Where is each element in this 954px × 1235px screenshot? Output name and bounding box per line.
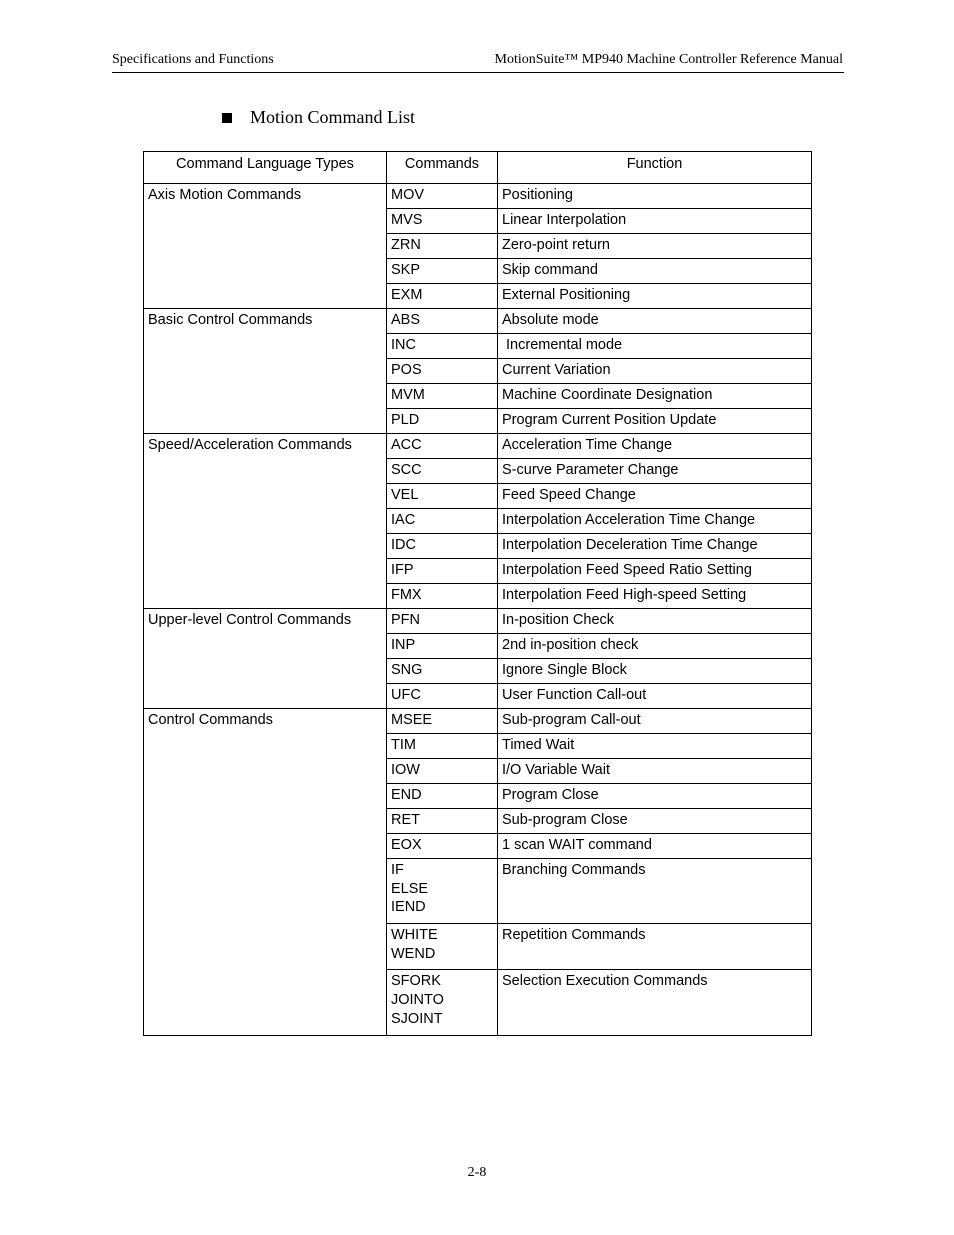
header-divider — [112, 72, 844, 73]
column-header-commands: Commands — [387, 152, 498, 184]
function-cell: Interpolation Feed Speed Ratio Setting — [498, 559, 812, 584]
command-cell: IOW — [387, 759, 498, 784]
table-row — [144, 609, 812, 634]
command-cell: VEL — [387, 484, 498, 509]
command-cell: IAC — [387, 509, 498, 534]
function-cell: Incremental mode — [498, 334, 812, 359]
command-cell: SKP — [387, 259, 498, 284]
command-cell: ABS — [387, 309, 498, 334]
section-heading — [222, 107, 415, 128]
command-cell: INC — [387, 334, 498, 359]
function-cell: Program Current Position Update — [498, 409, 812, 434]
column-header-function: Function — [498, 152, 812, 184]
command-cell: PLD — [387, 409, 498, 434]
function-cell: Skip command — [498, 259, 812, 284]
command-cell: SNG — [387, 659, 498, 684]
command-cell: PFN — [387, 609, 498, 634]
command-type-cell: Upper-level Control Commands — [144, 609, 387, 709]
function-cell: 2nd in-position check — [498, 634, 812, 659]
command-cell: INP — [387, 634, 498, 659]
command-cell: IF ELSE IEND — [387, 859, 498, 924]
function-cell: I/O Variable Wait — [498, 759, 812, 784]
command-cell: SCC — [387, 459, 498, 484]
function-cell: In-position Check — [498, 609, 812, 634]
function-cell: Machine Coordinate Designation — [498, 384, 812, 409]
page-number: 2-8 — [467, 1165, 487, 1180]
running-header-left: Specifications and Functions — [112, 52, 274, 67]
command-cell: POS — [387, 359, 498, 384]
command-cell: MOV — [387, 184, 498, 209]
command-cell: MVS — [387, 209, 498, 234]
command-type-cell: Basic Control Commands — [144, 309, 387, 434]
table-row — [144, 309, 812, 334]
table-row — [144, 709, 812, 734]
function-cell: Interpolation Deceleration Time Change — [498, 534, 812, 559]
command-type-cell: Control Commands — [144, 709, 387, 1036]
command-cell: ZRN — [387, 234, 498, 259]
function-cell: Positioning — [498, 184, 812, 209]
command-cell: EXM — [387, 284, 498, 309]
function-cell: Branching Commands — [498, 859, 812, 924]
function-cell: Linear Interpolation — [498, 209, 812, 234]
command-cell: RET — [387, 809, 498, 834]
command-cell: WHITE WEND — [387, 924, 498, 970]
function-cell: 1 scan WAIT command — [498, 834, 812, 859]
function-cell: Acceleration Time Change — [498, 434, 812, 459]
command-type-cell: Speed/Acceleration Commands — [144, 434, 387, 609]
function-cell: Current Variation — [498, 359, 812, 384]
function-cell: Repetition Commands — [498, 924, 812, 970]
running-header-right: MotionSuite™ MP940 Machine Controller Reference Manual — [494, 52, 843, 67]
table-header-row — [144, 152, 812, 184]
table-row — [144, 184, 812, 209]
function-cell: Timed Wait — [498, 734, 812, 759]
function-cell: Sub-program Call-out — [498, 709, 812, 734]
function-cell: Program Close — [498, 784, 812, 809]
function-cell: Sub-program Close — [498, 809, 812, 834]
function-cell: S-curve Parameter Change — [498, 459, 812, 484]
command-type-cell: Axis Motion Commands — [144, 184, 387, 309]
command-cell: IFP — [387, 559, 498, 584]
function-cell: Absolute mode — [498, 309, 812, 334]
command-cell: IDC — [387, 534, 498, 559]
function-cell: Ignore Single Block — [498, 659, 812, 684]
section-title-text: Motion Command List — [250, 107, 416, 127]
function-cell: Zero-point return — [498, 234, 812, 259]
function-cell: Interpolation Acceleration Time Change — [498, 509, 812, 534]
command-cell: FMX — [387, 584, 498, 609]
command-cell: MVM — [387, 384, 498, 409]
command-cell: MSEE — [387, 709, 498, 734]
command-cell: TIM — [387, 734, 498, 759]
command-cell: SFORK JOINTO SJOINT — [387, 970, 498, 1035]
function-cell: Interpolation Feed High-speed Setting — [498, 584, 812, 609]
command-cell: ACC — [387, 434, 498, 459]
function-cell: Selection Execution Commands — [498, 970, 812, 1035]
column-header-type: Command Language Types — [144, 152, 387, 184]
command-cell: UFC — [387, 684, 498, 709]
command-cell: EOX — [387, 834, 498, 859]
table-row — [144, 434, 812, 459]
function-cell: User Function Call-out — [498, 684, 812, 709]
function-cell: External Positioning — [498, 284, 812, 309]
table-body — [144, 184, 812, 1036]
function-cell: Feed Speed Change — [498, 484, 812, 509]
command-cell: END — [387, 784, 498, 809]
square-bullet-icon — [222, 113, 232, 123]
motion-command-table — [143, 151, 812, 1036]
